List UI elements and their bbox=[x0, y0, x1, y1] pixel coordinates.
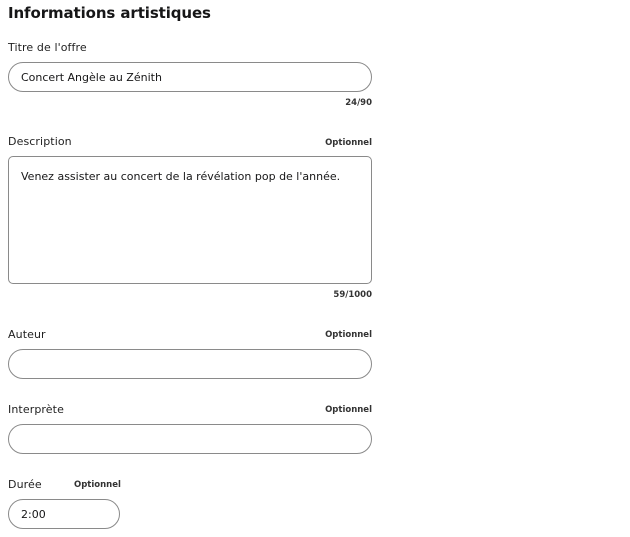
offer-title-label: Titre de l'offre bbox=[8, 41, 87, 54]
author-input[interactable] bbox=[8, 349, 372, 379]
section-title: Informations artistiques bbox=[8, 4, 211, 22]
author-label: Auteur bbox=[8, 328, 46, 341]
description-counter: 59/1000 bbox=[333, 290, 372, 300]
performer-optional-tag: Optionnel bbox=[325, 405, 372, 415]
description-label: Description bbox=[8, 135, 72, 148]
description-optional-tag: Optionnel bbox=[325, 138, 372, 148]
author-optional-tag: Optionnel bbox=[325, 330, 372, 340]
duration-input[interactable] bbox=[8, 499, 120, 529]
duration-label: Durée bbox=[8, 478, 42, 491]
description-textarea[interactable] bbox=[8, 156, 372, 284]
offer-title-input[interactable] bbox=[8, 62, 372, 92]
offer-title-counter: 24/90 bbox=[345, 98, 372, 108]
performer-label: Interprète bbox=[8, 403, 64, 416]
duration-optional-tag: Optionnel bbox=[74, 480, 121, 490]
performer-input[interactable] bbox=[8, 424, 372, 454]
